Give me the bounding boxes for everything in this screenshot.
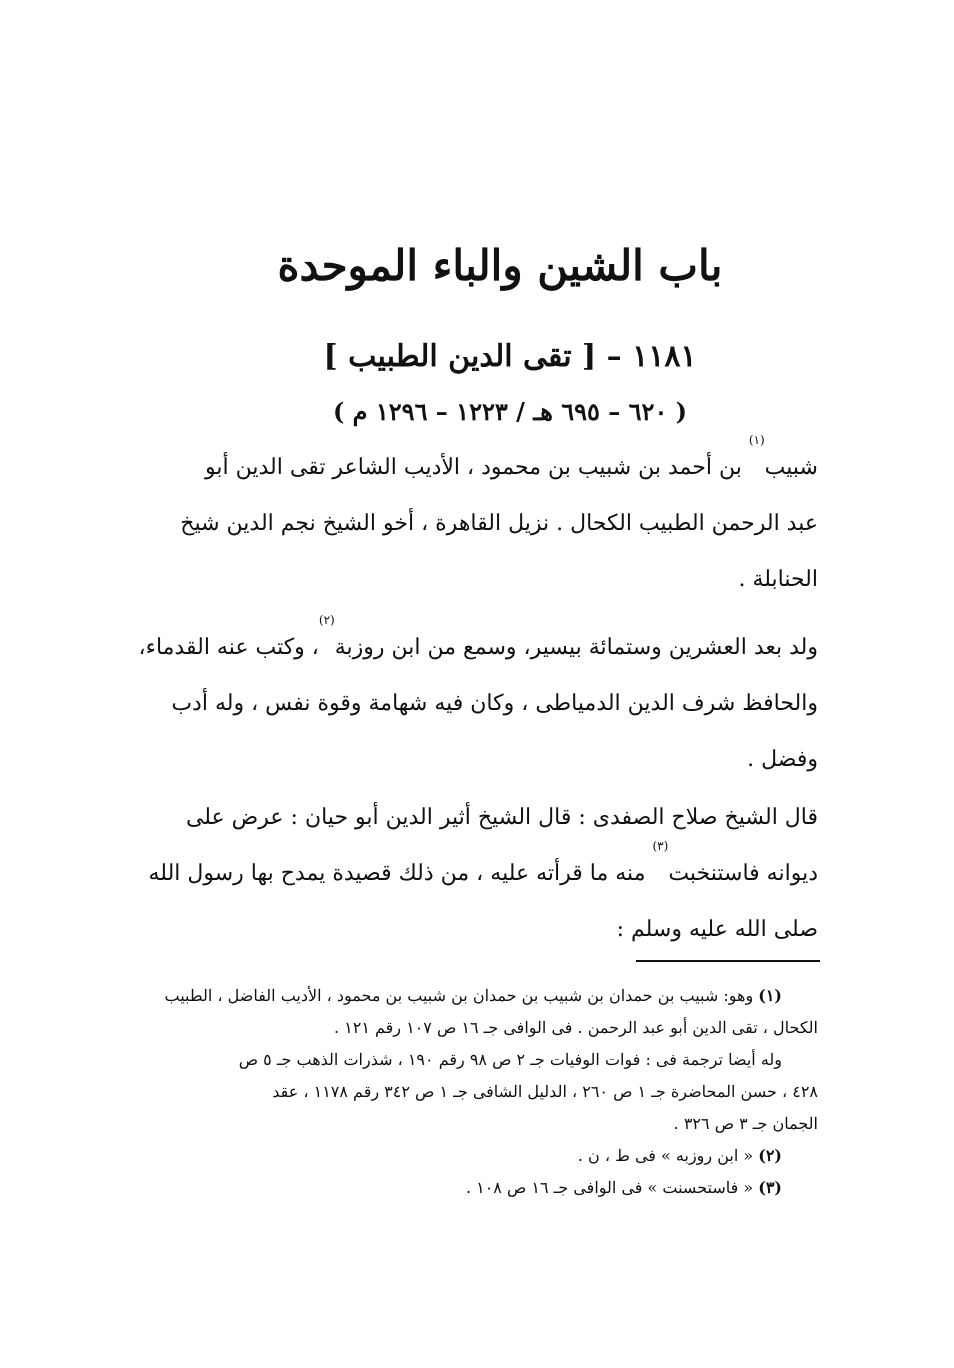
- footnote-line: الكحال ، تقى الدين أبو عبد الرحمن . فى الوافى جـ ١٦ ص ١٠٧ رقم ١٢١ .: [333, 1018, 818, 1037]
- text-line: صلى الله عليه وسلم :: [616, 917, 818, 942]
- biography-paragraph: [168, 433, 818, 608]
- entry-dates: ( ٦٢٠ – ٦٩٥ هـ / ١٢٢٣ – ١٢٩٦ م ): [332, 397, 688, 426]
- text-line: شبيب$^{(١)}$ بن أحمد بن شبيب بن محمود ، الأديب الشاعر تقى الدين أبو: [205, 433, 818, 480]
- footnote-divider: [636, 960, 820, 962]
- text-line: ولد بعد العشرين وستمائة بيسير، وسمع من ابن روزبة$^{(٢)}$، وكتب عنه القدماء،: [138, 613, 818, 660]
- footnote-line: الجمان جـ ٣ ص ٣٢٦ .: [673, 1114, 818, 1133]
- footnote-reference: (٣): [652, 839, 669, 853]
- text-line: وفضل .: [747, 747, 818, 772]
- text-line: الحنابلة .: [738, 567, 818, 592]
- biography-paragraph: [138, 613, 818, 788]
- footnote-reference: (١): [748, 433, 765, 447]
- text-line: عبد الرحمن الطبيب الكحال . نزيل القاهرة ، أخو الشيخ نجم الدين شيخ: [180, 511, 818, 536]
- footnote-line: ٤٢٨ ، حسن المحاضرة جـ ١ ص ٢٦٠ ، الدليل الشافى جـ ١ ص ٣٤٢ رقم ١١٧٨ ، عقد: [272, 1082, 818, 1101]
- text-line: ديوانه فاستنخبت$^{(٣)}$ منه ما قرأته عليه ، من ذلك قصيدة يمدح بها رسول الله: [148, 839, 818, 886]
- footnote-line: وله أيضا ترجمة فى : فوات الوفيات جـ ٢ ص ٩٨ رقم ١٩٠ ، شذرات الذهب جـ ٥ ص: [238, 1050, 782, 1069]
- biography-paragraph: [148, 790, 818, 958]
- footnotes: [164, 980, 818, 1204]
- footnote-reference: (٢): [318, 613, 335, 627]
- footnote: (٢) « ابن روزبه » فى ط ، ن .: [577, 1146, 782, 1165]
- footnote: (١) وهو: شبيب بن حمدان بن شبيب بن حمدان بن شبيب بن محمود ، الأديب الفاضل ، الطبيب: [164, 986, 782, 1005]
- chapter-title: باب الشين والباء الموحدة: [277, 241, 723, 290]
- text-line: قال الشيخ صلاح الصفدى : قال الشيخ أثير الدين أبو حيان : عرض على: [185, 805, 818, 830]
- text-line: والحافظ شرف الدين الدمياطى ، وكان فيه شهامة وقوة نفس ، وله أدب: [171, 691, 818, 716]
- entry-heading: ١١٨١ – [ تقى الدين الطبيب ]: [323, 339, 697, 374]
- footnote: (٣) « فاستحسنت » فى الوافى جـ ١٦ ص ١٠٨ .: [465, 1178, 782, 1197]
